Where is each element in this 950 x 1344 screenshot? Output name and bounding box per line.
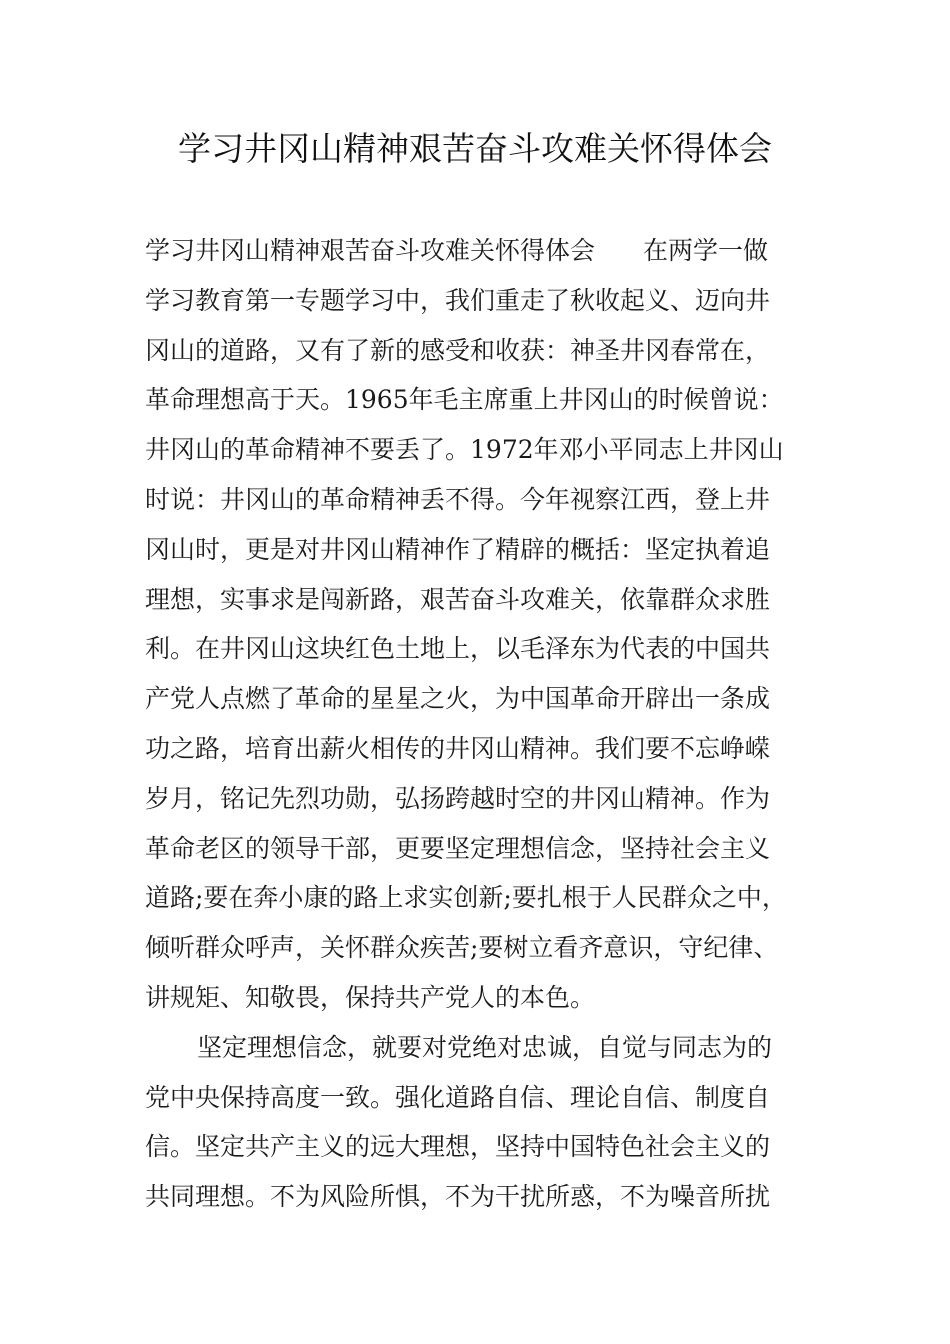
- first-line-tail: 在两学一做: [643, 236, 769, 265]
- paragraph-1-first-line: [145, 226, 835, 276]
- document-title: 学习井冈山精神艰苦奋斗攻难关怀得体会: [178, 129, 772, 168]
- text-line: 功之路，培育出薪火相传的井冈山精神。我们要不忘峥嵘: [145, 733, 771, 763]
- text-line: 共同理想。不为风险所惧，不为干扰所惑，不为噪音所扰: [145, 1182, 771, 1212]
- text-line: 岁月，铭记先烈功勋，弘扬跨越时空的井冈山精神。作为: [145, 783, 771, 813]
- text-line: 讲规矩、知敬畏，保持共产党人的本色。: [145, 982, 596, 1012]
- text-line: 革命理想高于天。1965年毛主席重上井冈山的时候曾说：: [145, 385, 784, 415]
- text-line: 党中央保持高度一致。强化道路自信、理论自信、制度自: [145, 1082, 771, 1112]
- text-line: 冈山时，更是对井冈山精神作了精辟的概括：坚定执着追: [145, 534, 771, 564]
- text-line: 理想，实事求是闯新路，艰苦奋斗攻难关，依靠群众求胜: [145, 584, 771, 614]
- text-line: 利。在井冈山这块红色土地上，以毛泽东为代表的中国共: [145, 634, 771, 664]
- text-line: 道路;要在奔小康的路上求实创新;要扎根于人民群众之中，: [145, 883, 787, 913]
- text-line: 信。坚定共产主义的远大理想，坚持中国特色社会主义的: [145, 1132, 771, 1162]
- text-line: 倾听群众呼声，关怀群众疾苦;要树立看齐意识，守纪律、: [145, 933, 779, 963]
- document-body: [145, 226, 835, 1222]
- text-line: 冈山的道路，又有了新的感受和收获：神圣井冈春常在，: [145, 335, 771, 365]
- text-line: 井冈山的革命精神不要丢了。1972年邓小平同志上井冈山: [145, 435, 784, 465]
- text-line: 产党人点燃了革命的星星之火，为中国革命开辟出一条成: [145, 684, 771, 714]
- repeated-heading: 学习井冈山精神艰苦奋斗攻难关怀得体会: [145, 236, 596, 265]
- text-line: 革命老区的领导干部，更要坚定理想信念，坚持社会主义: [145, 833, 771, 863]
- text-line: 时说：井冈山的革命精神丢不得。今年视察江西，登上井: [145, 484, 771, 514]
- text-line: 学习教育第一专题学习中，我们重走了秋收起义、迈向井: [145, 285, 771, 315]
- paragraph-2-first-line: 坚定理想信念，就要对党绝对忠诚，自觉与同志为的: [197, 1032, 773, 1062]
